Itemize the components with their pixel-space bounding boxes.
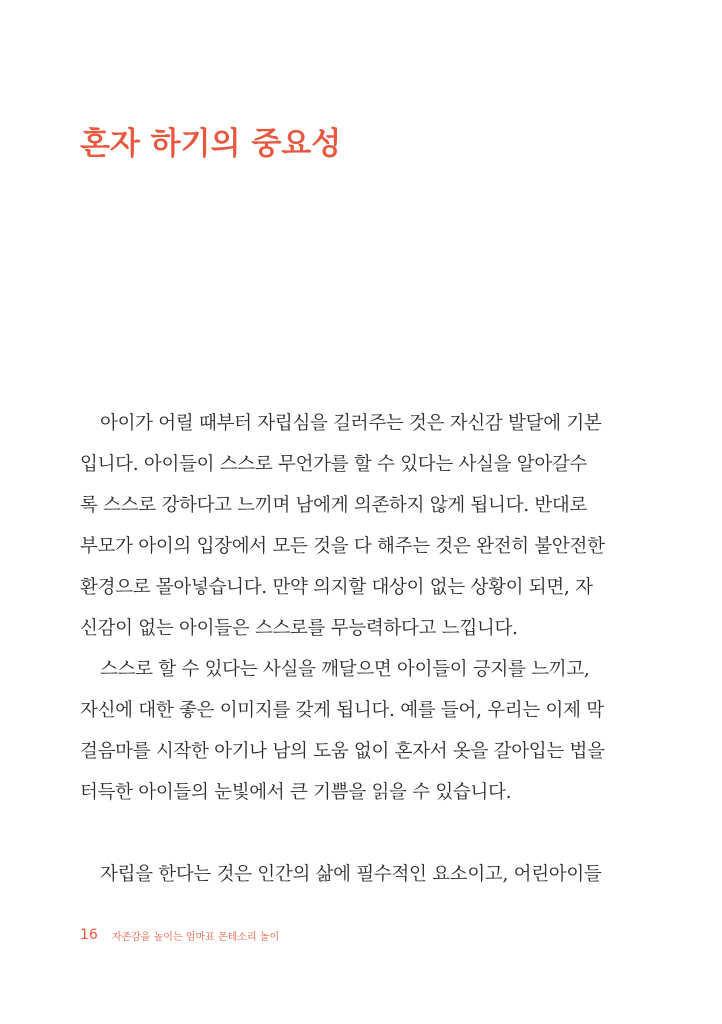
paragraph-1-line-4: 부모가 아이의 입장에서 모든 것을 다 해주는 것은 완전히 불안전한 [80, 536, 605, 557]
paragraph-spacer [80, 813, 642, 854]
paragraph-2-line-2: 자신에 대한 좋은 이미지를 갖게 됩니다. 예를 들어, 우리는 이제 막 [80, 700, 604, 721]
paragraph-1-line-1: 아이가 어릴 때부터 자립심을 길러주는 것은 자신감 발달에 기본 [100, 413, 602, 434]
paragraph-1-line-3: 록 스스로 강하다고 느끼며 남에게 의존하지 않게 됩니다. 반대로 [80, 495, 588, 516]
paragraph-1-line-2: 입니다. 아이들이 스스로 무언가를 할 수 있다는 사실을 알아갈수 [80, 454, 588, 475]
paragraph-2-line-4: 터득한 아이들의 눈빛에서 큰 기쁨을 읽을 수 있습니다. [80, 782, 512, 803]
body-text [80, 403, 642, 895]
paragraph-3-line-1: 자립을 한다는 것은 인간의 삶에 필수적인 요소이고, 어린아이들 [100, 864, 602, 885]
page-footer [80, 925, 279, 945]
paragraph-1-line-6: 신감이 없는 아이들은 스스로를 무능력하다고 느낍니다. [80, 618, 518, 639]
page-number: 16 [80, 927, 98, 943]
section-heading: 혼자 하기의 중요성 [80, 126, 342, 162]
paragraph-2-line-1: 스스로 할 수 있다는 사실을 깨달으면 아이들이 긍지를 느끼고, [100, 659, 590, 680]
paragraph-1-line-5: 환경으로 몰아넣습니다. 만약 의지할 대상이 없는 상황이 되면, 자 [80, 577, 593, 598]
running-book-title: 자존감을 높이는 엄마표 몬테소리 놀이 [111, 931, 280, 943]
paragraph-2-line-3: 걸음마를 시작한 아기나 남의 도움 없이 혼자서 옷을 갈아입는 법을 [80, 741, 605, 762]
